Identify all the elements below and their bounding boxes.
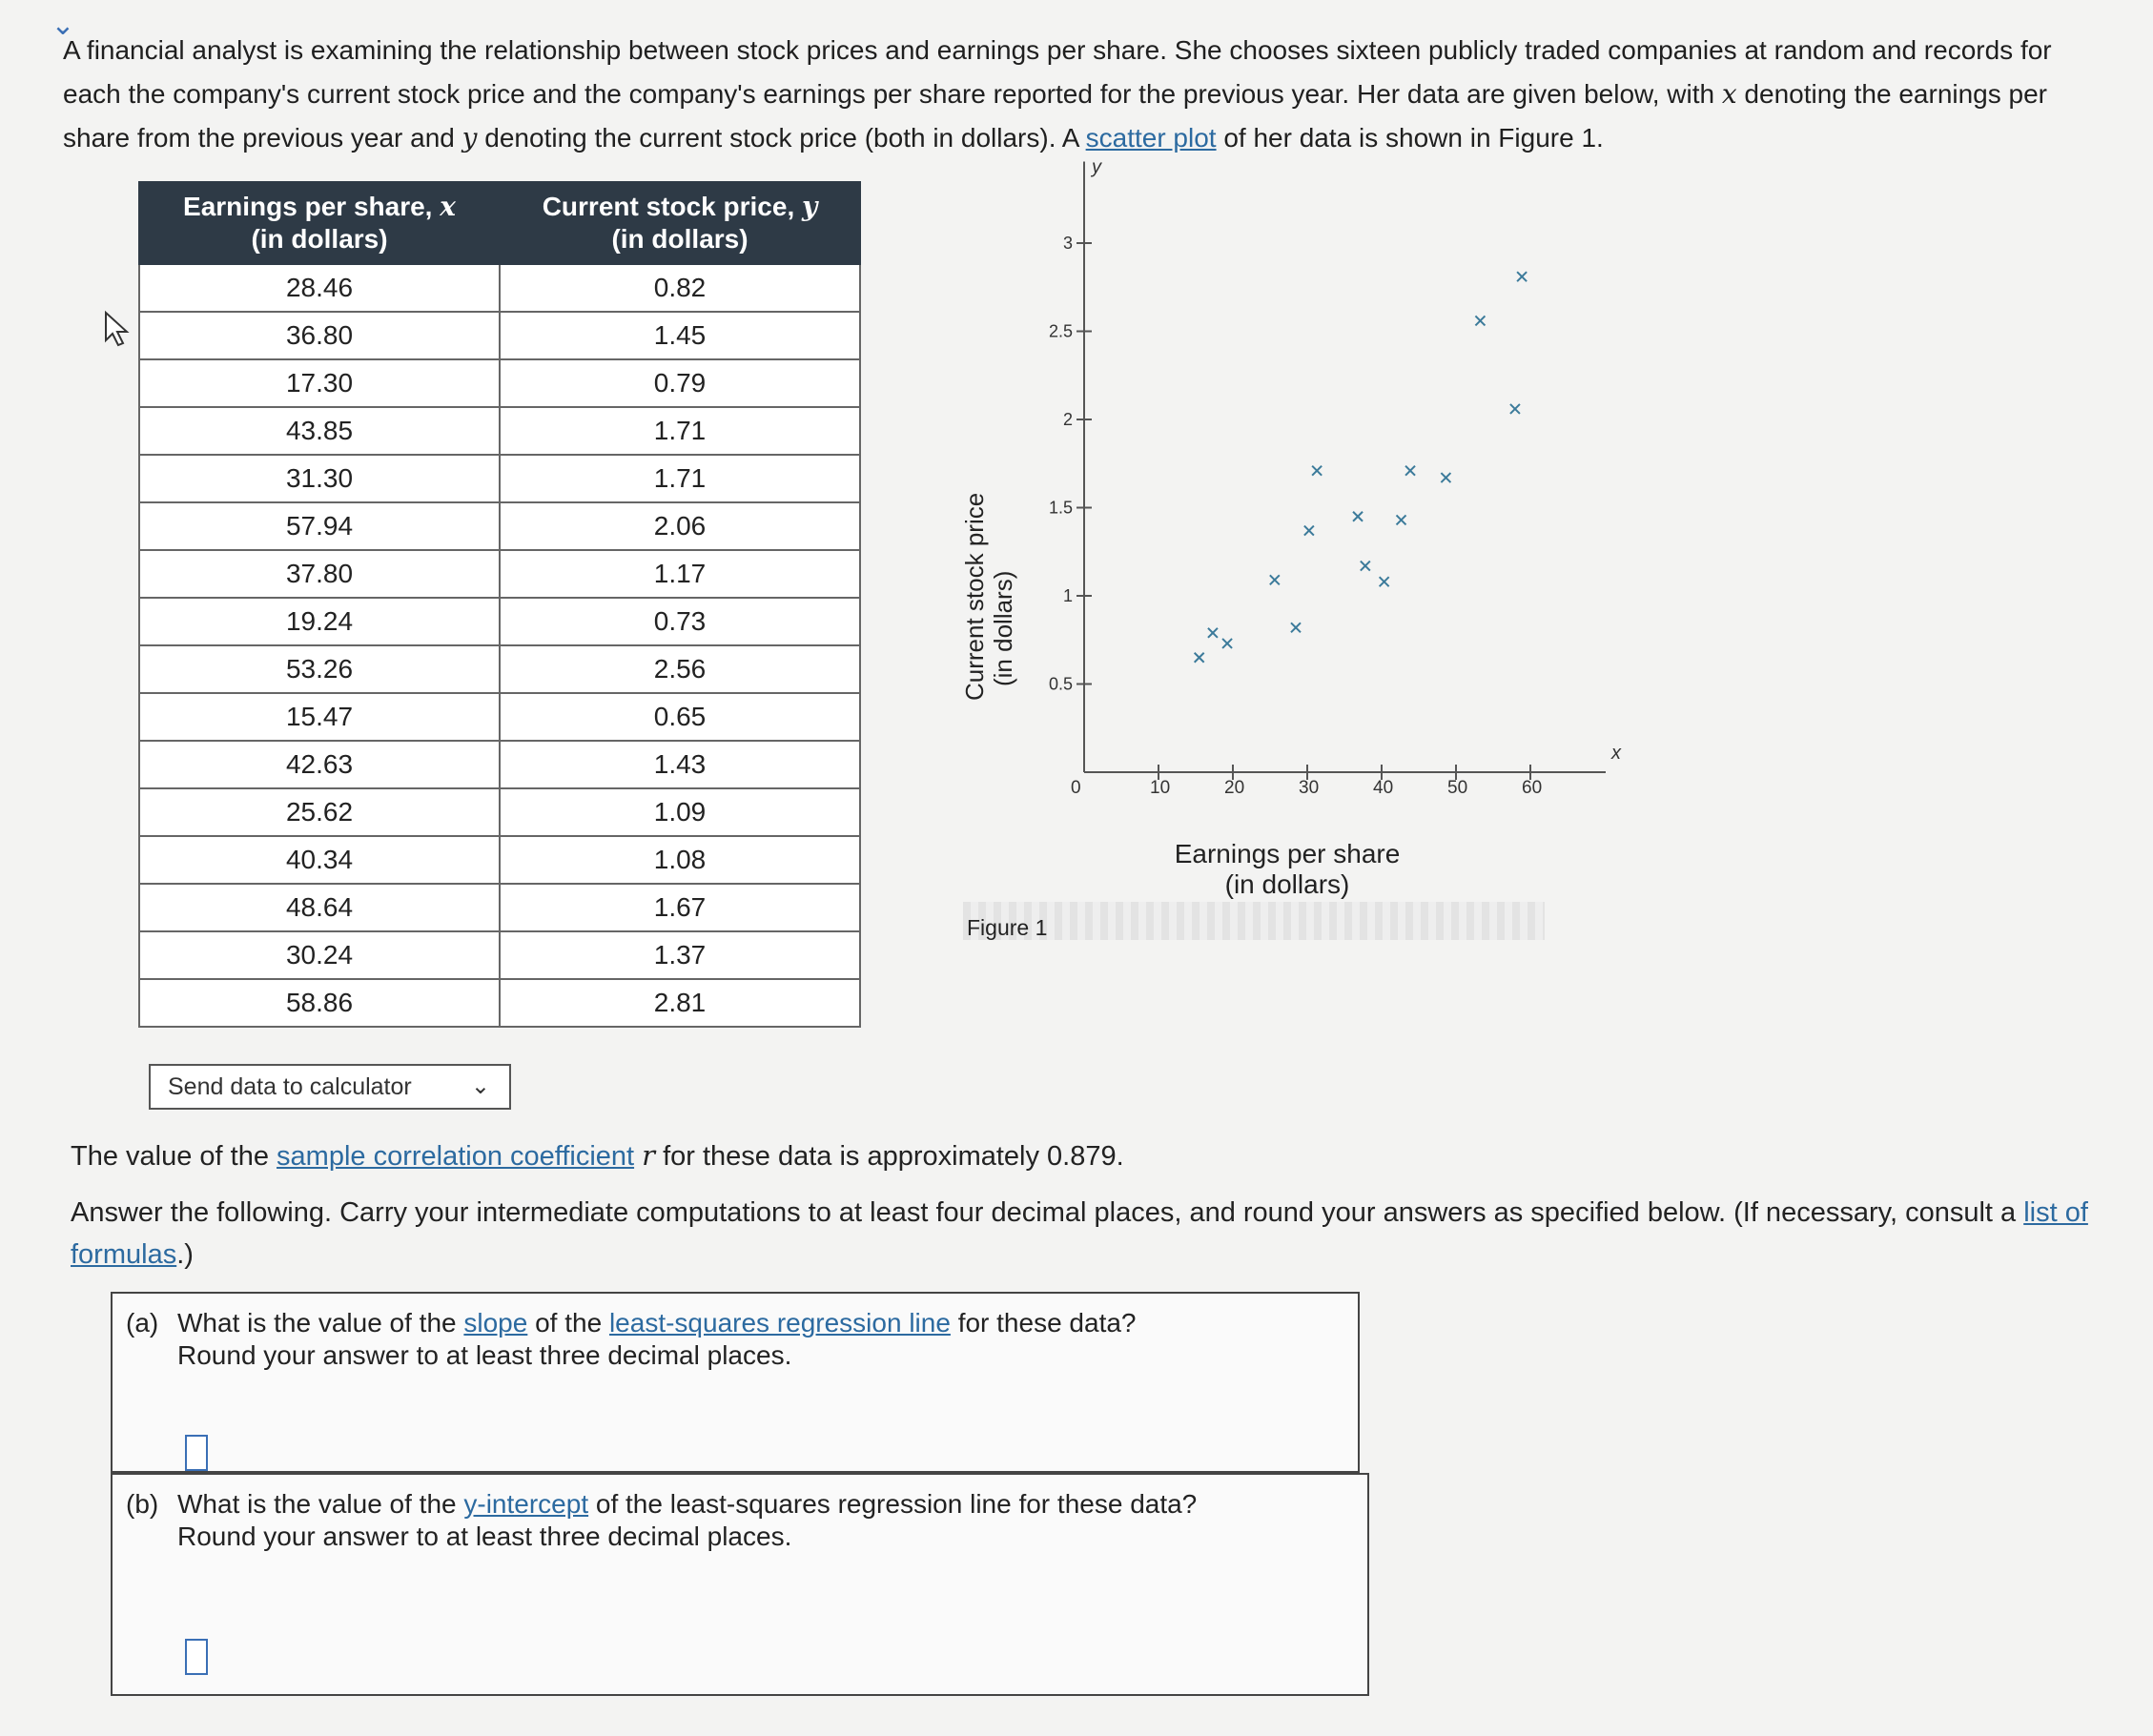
data-point [1441,473,1450,482]
problem-intro: A financial analyst is examining the relationship between stock prices and earnings per share. She chooses sixteen publicly traded companies at random and records for each the company's current stock price and the company's earnings per share reported for the previous year. Her data are given below, with x denoting the earnings per share from the previous year and y denoting the current stock price (both in dollars). A scatter plot of her data is shown in Figure 1. [63,35,2052,153]
x-axis-letter: x [1611,743,1621,764]
earnings-cell: 43.85 [139,407,500,455]
price-cell: 1.45 [500,312,860,359]
figure-caption-strip [963,902,1545,940]
price-cell: 2.81 [500,979,860,1027]
earnings-cell: 53.26 [139,645,500,693]
data-point [1405,466,1415,476]
data-point [1397,515,1406,524]
price-cell: 1.71 [500,407,860,455]
table-row [139,502,860,550]
earnings-cell: 31.30 [139,455,500,502]
data-point [1475,316,1485,325]
data-point [1222,639,1232,648]
scatter-plot-link[interactable]: scatter plot [1085,123,1217,153]
y-tick-label: 2.5 [1048,321,1073,341]
y-axis-title-line1: Current stock price [960,492,989,701]
table-row [139,931,860,979]
axes [1049,157,1622,799]
data-point [1291,623,1301,632]
table-row [139,979,860,1027]
x-tick-label: 60 [1522,778,1543,798]
table-row [139,693,860,741]
table-row [139,884,860,931]
send-data-to-calculator-button[interactable]: Send data to calculator ⌄ [149,1064,511,1110]
x-tick-label: 50 [1447,778,1468,798]
earnings-cell: 57.94 [139,502,500,550]
price-cell: 2.06 [500,502,860,550]
price-cell: 0.79 [500,359,860,407]
table-row [139,598,860,645]
x-tick-label: 20 [1224,778,1245,798]
y-axis-letter: y [1092,156,1101,178]
correlation-statement: The value of the sample correlation coefficient r for these data is approximately 0.879. [71,1139,1124,1172]
table-row [139,359,860,407]
data-points [1195,272,1527,663]
y-tick-label: 1.5 [1048,498,1073,518]
data-point [1517,272,1527,281]
data-table [138,181,861,1028]
price-cell: 2.56 [500,645,860,693]
table-row [139,645,860,693]
earnings-cell: 48.64 [139,884,500,931]
question-a-box: (a) What is the value of the slope of the least-squares regression line for these data? Round your answer to at least three decimal places. [111,1292,1360,1473]
y-axis-title-line2: (in dollars) [989,570,1017,686]
table-row [139,788,860,836]
data-point [1353,512,1363,521]
x-axis-title: Earnings per share (in dollars) [1174,839,1401,899]
header-price: Current stock price, y (in dollars) [500,182,860,264]
x-tick-label: 40 [1373,778,1394,798]
y-intercept-link[interactable]: y-intercept [463,1489,589,1519]
data-point [1380,577,1389,586]
price-cell: 1.37 [500,931,860,979]
data-point [1304,526,1314,536]
earnings-cell: 40.34 [139,836,500,884]
y-tick-label: 1 [1062,586,1073,605]
price-cell: 1.67 [500,884,860,931]
earnings-cell: 15.47 [139,693,500,741]
earnings-cell: 19.24 [139,598,500,645]
price-cell: 1.17 [500,550,860,598]
y-tick-label: 2 [1062,410,1073,429]
table-row [139,264,860,312]
least-squares-regression-line-link[interactable]: least-squares regression line [608,1308,951,1338]
price-cell: 1.71 [500,455,860,502]
data-point [1361,562,1370,571]
x-tick-label: 0 [1071,778,1081,798]
earnings-cell: 25.62 [139,788,500,836]
data-point [1510,404,1520,414]
table-row [139,550,860,598]
table-row [139,312,860,359]
data-point [1270,575,1280,584]
table-row [139,407,860,455]
data-point [1195,653,1204,663]
table-row [139,836,860,884]
slope-link[interactable]: slope [463,1308,528,1338]
earnings-cell: 58.86 [139,979,500,1027]
price-cell: 1.09 [500,788,860,836]
earnings-cell: 37.80 [139,550,500,598]
y-tick-label: 3 [1062,234,1073,253]
table-row [139,741,860,788]
x-tick-label: 30 [1299,778,1320,798]
table-row [139,455,860,502]
sample-correlation-coefficient-link[interactable]: sample correlation coefficient [277,1141,635,1172]
answer-a-input[interactable] [185,1435,208,1471]
earnings-cell: 17.30 [139,359,500,407]
list-of-formulas-link[interactable]: list of formulas [71,1197,2088,1270]
data-point [1208,628,1218,638]
table-header-row [139,182,860,264]
earnings-cell: 28.46 [139,264,500,312]
earnings-cell: 42.63 [139,741,500,788]
price-cell: 1.43 [500,741,860,788]
mouse-pointer-icon [103,310,132,348]
price-cell: 1.08 [500,836,860,884]
answer-b-input[interactable] [185,1639,208,1675]
collapse-chevron-icon[interactable]: ⌄ [51,10,75,41]
price-cell: 0.82 [500,264,860,312]
earnings-cell: 30.24 [139,931,500,979]
header-earnings: Earnings per share, x (in dollars) [139,182,500,264]
x-tick-label: 10 [1150,778,1171,798]
earnings-cell: 36.80 [139,312,500,359]
instructions: Answer the following. Carry your intermediate computations to at least four decimal places, and round your answers as specified below. (If necessary, consult a list of formulas.) [71,1197,2088,1270]
chevron-down-icon: ⌄ [470,1073,490,1099]
price-cell: 0.73 [500,598,860,645]
y-tick-label: 0.5 [1048,674,1073,694]
question-b-box: (b) What is the value of the y-intercept of the least-squares regression line for these data? Round your answer to at least three decimal places. [111,1473,1369,1696]
data-point [1312,466,1322,476]
price-cell: 0.65 [500,693,860,741]
table-body [139,264,860,1027]
figure-caption: Figure 1 [967,915,1048,940]
